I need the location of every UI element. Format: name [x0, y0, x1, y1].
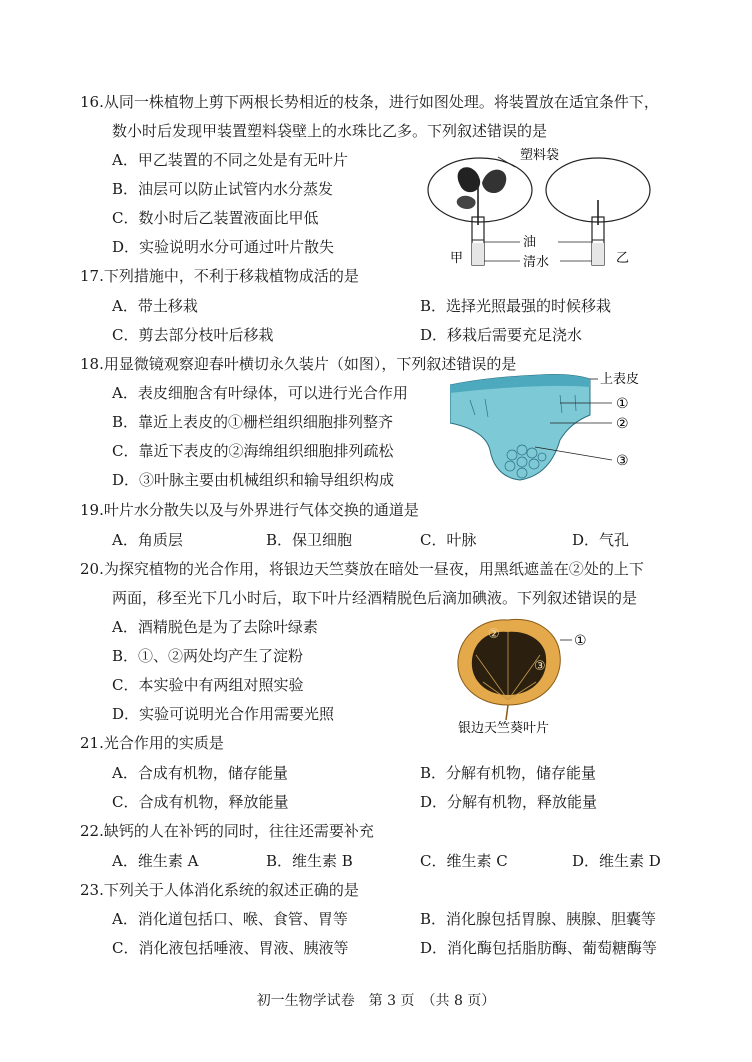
option-20-b: B．①、②两处均产生了淀粉: [112, 647, 304, 665]
question-number: 21.: [80, 734, 104, 752]
question-number: 18.: [80, 355, 104, 373]
option-20-a: A．酒精脱色是为了去除叶绿素: [112, 618, 318, 636]
question-19-stem: [80, 500, 419, 520]
question-16-stem: [80, 92, 659, 112]
label-3: ③: [534, 659, 546, 674]
option-21-b: B．分解有机物，储存能量: [420, 764, 597, 782]
option-21-c: C．合成有机物，释放能量: [112, 793, 289, 811]
plastic-bag-jia: [428, 158, 532, 222]
label-1: ①: [616, 396, 629, 412]
label-water: 清水: [523, 255, 550, 270]
leaf-icon: [458, 167, 481, 192]
question-text: 下列关于人体消化系统的叙述正确的是: [103, 881, 359, 899]
option-16-d: D．实验说明水分可通过叶片散失: [112, 238, 335, 256]
option-22-b: B．维生素 B: [266, 852, 353, 870]
option-17-c: C．剪去部分枝叶后移栽: [112, 326, 274, 344]
question-number: 23.: [80, 881, 104, 899]
option-16-a: A．甲乙装置的不同之处是有无叶片: [112, 151, 348, 169]
label-upper-epidermis: 上表皮: [600, 372, 640, 387]
option-16-c: C．数小时后乙装置液面比甲低: [112, 209, 319, 227]
option-19-c: C．叶脉: [420, 531, 477, 549]
label-2: ②: [488, 627, 500, 642]
question-number: 17.: [80, 267, 104, 285]
label-oil: 油: [523, 235, 537, 250]
option-23-a: A．消化道包括口、喉、食管、胃等: [112, 910, 348, 928]
option-19-a: A．角质层: [112, 531, 183, 549]
label-bag: 塑料袋: [520, 148, 560, 163]
figure-caption: 银边天竺葵叶片: [458, 721, 550, 735]
figure-geranium-leaf: [448, 610, 608, 735]
leaf-icon: [457, 196, 476, 209]
label-2: ②: [616, 416, 629, 432]
question-text: 从同一株植物上剪下两根长势相近的枝条，进行如图处理。将装置放在适宜条件下，: [103, 93, 659, 111]
option-20-c: C．本实验中有两组对照实验: [112, 676, 304, 694]
figure-transpiration-setup: [420, 145, 665, 275]
option-19-d: D．气孔: [572, 531, 630, 549]
question-20-stem-cont: 两面，移至光下几小时后，取下叶片经酒精脱色后滴加碘液。下列叙述错误的是: [112, 589, 638, 607]
option-22-a: A．维生素 A: [112, 852, 199, 870]
option-18-c: C．靠近下表皮的②海绵组织细胞排列疏松: [112, 442, 394, 460]
question-22-stem: [80, 821, 374, 841]
leaf-icon: [482, 170, 506, 193]
question-20-stem: [80, 559, 644, 579]
label-jia: 甲: [450, 251, 464, 266]
question-number: 19.: [80, 501, 104, 519]
option-22-d: D．维生素 D: [572, 852, 661, 870]
question-number: 22.: [80, 822, 104, 840]
option-19-b: B．保卫细胞: [266, 531, 353, 549]
option-17-d: D．移栽后需要充足浇水: [420, 326, 583, 344]
question-16-stem-cont: 数小时后发现甲装置塑料袋壁上的水珠比乙多。下列叙述错误的是: [112, 122, 548, 140]
question-text: 为探究植物的光合作用，将银边天竺葵放在暗处一昼夜，用黑纸遮盖在②处的上下: [103, 560, 644, 578]
option-18-d: D．③叶脉主要由机械组织和输导组织构成: [112, 471, 395, 489]
question-number: 20.: [80, 560, 104, 578]
question-number: 16.: [80, 93, 104, 111]
question-text: 下列措施中，不利于移栽植物成活的是: [103, 267, 359, 285]
page-footer: 初一生物学试卷 第 3 页 （共 8 页）: [256, 993, 496, 1009]
option-21-d: D．分解有机物，释放能量: [420, 793, 598, 811]
label-yi: 乙: [616, 251, 630, 266]
option-18-a: A．表皮细胞含有叶绿体，可以进行光合作用: [112, 384, 408, 402]
option-17-b: B．选择光照最强的时候移栽: [420, 297, 612, 315]
option-17-a: A．带土移栽: [112, 297, 198, 315]
option-16-b: B．油层可以防止试管内水分蒸发: [112, 180, 334, 198]
question-text: 叶片水分散失以及与外界进行气体交换的通道是: [103, 501, 419, 519]
option-18-b: B．靠近上表皮的①栅栏组织细胞排列整齐: [112, 413, 394, 431]
option-21-a: A．合成有机物，储存能量: [112, 764, 288, 782]
question-23-stem: [80, 880, 359, 900]
option-23-c: C．消化液包括唾液、胃液、胰液等: [112, 939, 349, 957]
question-text: 光合作用的实质是: [103, 734, 224, 752]
option-23-d: D．消化酶包括脂肪酶、葡萄糖酶等: [420, 939, 658, 957]
label-3: ③: [616, 453, 629, 469]
option-23-b: B．消化腺包括胃腺、胰腺、胆囊等: [420, 910, 657, 928]
question-17-stem: [80, 266, 359, 286]
question-21-stem: [80, 733, 224, 753]
question-text: 缺钙的人在补钙的同时，往往还需要补充: [103, 822, 374, 840]
label-1: ①: [574, 633, 587, 649]
option-22-c: C．维生素 C: [420, 852, 508, 870]
figure-leaf-cross-section: [450, 365, 660, 485]
option-20-d: D．实验可说明光合作用需要光照: [112, 705, 335, 723]
question-text: 用显微镜观察迎春叶横切永久装片（如图），下列叙述错误的是: [103, 355, 517, 373]
